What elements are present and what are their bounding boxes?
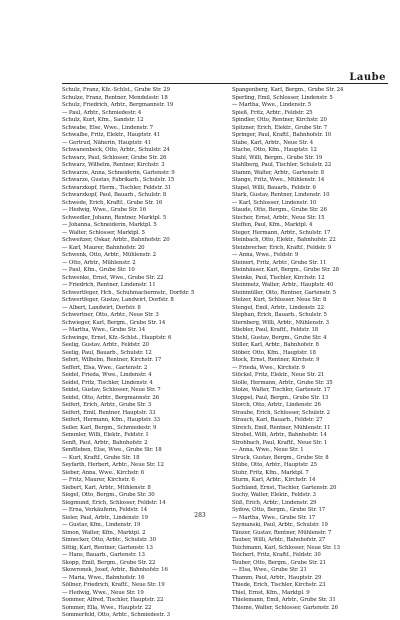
directory-entry: Stöckel, Fritz, Elektr., Neue Str. 21 [232, 372, 325, 378]
directory-entry: Senft, Paul, Arbtr., Bahnhofstr. 2 [62, 439, 148, 446]
directory-entry: Stock, Ernst, Rentner, Kirchstr. 9 [232, 357, 320, 363]
left-column [62, 87, 218, 620]
directory-entry: Sommer, Alfred, Tischler, Hauptstr. 22 [62, 597, 164, 603]
directory-entry: Spangenberg, Karl, Bergm., Grube Str. 24 [232, 87, 344, 93]
directory-entry: Stiller, Karl, Arbtr., Bahnhofstr. 8 [232, 342, 319, 348]
directory-entry: Steffen, Paul, Kfm., Marktpl. 4 [232, 222, 313, 228]
directory-entry: Stange, Fritz, Wwe., Mühlenstr. 14 [232, 177, 325, 183]
directory-entry: Stahlberg, Paul, Tischler, Schulstr. 22 [232, 162, 332, 168]
directory-entry: Seifert, Erich, Arbtr., Grube Str. 3 [62, 402, 152, 408]
directory-entry: Staude, Otto, Bergm., Grube Str. 26 [232, 207, 327, 213]
directory-entry: — Johanna, Schneiderin, Marktpl. 5 [62, 222, 157, 228]
directory-entry: Schwalbe, Fritz, Elektr., Hauptstr. 41 [62, 132, 161, 138]
directory-entry: Suchy, Walter, Elektr., Feldstr. 3 [232, 492, 316, 498]
directory-entry: Thiede, Erich, Tischler, Kirchstr. 23 [232, 582, 326, 588]
directory-entry: Schwertner, Otto, Arbtr., Neue Str. 3 [62, 312, 159, 318]
directory-entry: Schwertfeger, Gustav, Landwirt, Dorfstr. 8 [62, 297, 174, 303]
directory-entry: Steinert, Fritz, Arbtr., Grube Str. 11 [232, 259, 327, 266]
header-rule [62, 83, 388, 84]
directory-entry: Sturm, Karl, Arbtr., Kirchstr. 14 [232, 477, 316, 483]
directory-entry: Siebert, Karl, Arbtr., Mühlenstr. 8 [62, 484, 151, 491]
directory-entry: — Anna, Wwe., Neue Str. 1 [232, 447, 304, 453]
directory-entry: Schwenk, Otto, Arbtr., Mühlenstr. 2 [62, 252, 156, 258]
directory-entry: — Hedwig, Wwe., Grube Str. 16 [62, 207, 147, 213]
directory-entry: Spindler, Otto, Rentner, Kirchstr. 20 [232, 117, 327, 123]
directory-entry: Seidel, Frieda, Wwe., Lindenstr. 4 [62, 372, 152, 378]
directory-entry: Schwedler, Johann, Rentner, Marktpl. 5 [62, 214, 167, 221]
directory-entry: — Gertrud, Näherin, Hauptstr. 41 [62, 139, 152, 146]
directory-entry: Süß, Erich, Arbtr., Lindenstr. 29 [232, 499, 317, 506]
directory-entry: — Otto, Arbtr., Mühlenstr. 2 [62, 259, 136, 266]
directory-entry: Strobel, Willi, Arbtr., Bahnhofstr. 14 [232, 432, 327, 438]
directory-entry: Schwabe, Else, Wwe., Lindenstr. 7 [62, 124, 153, 131]
directory-entry: Sinnecker, Otto, Arbtr., Schulstr. 30 [62, 537, 156, 543]
directory-entry: Sternberg, Willi, Arbtr., Mühlenstr. 3 [232, 319, 329, 326]
directory-entry: Teichert, Fritz, Kraftf., Feldstr. 30 [232, 552, 321, 558]
directory-entry: Stabe, Karl, Arbtr., Neue Str. 4 [232, 139, 314, 146]
directory-entry: Schwarze, Gustav, Fabrikarb., Schulstr. 15 [62, 177, 175, 183]
directory-entry: — Gustav, Kfm., Lindenstr. 19 [62, 522, 141, 528]
directory-entry: Sommerfeld, Otto, Arbtr., Schmiedestr. 3 [62, 612, 170, 618]
directory-entry: Skopp, Emil, Bergm., Grube Str. 22 [62, 559, 156, 566]
directory-entry: Schwarze, Anna, Schneiderin, Gartenstr. 9 [62, 169, 175, 176]
directory-entry: — Walter, Schlosser, Marktpl. 5 [62, 229, 145, 236]
directory-entry: Siegmund, Erich, Schlosser, Feldstr. 14 [62, 499, 166, 506]
directory-entry: Stache, Otto, Kfm., Hauptstr. 12 [232, 147, 317, 153]
directory-entry: — Friedrich, Rentner, Lindenstr. 11 [62, 282, 156, 288]
directory-entry: Teichmann, Karl, Schlosser, Neue Str. 13 [232, 544, 340, 551]
directory-entry: — Hans, Bauarb., Gartenstr. 13 [62, 552, 145, 558]
directory-entry: Stengel, Emil, Arbtr., Lindenstr. 22 [232, 304, 324, 311]
directory-entry: Schulz, Friedrich, Arbtr., Bergmannstr. 19 [62, 102, 174, 108]
directory-entry: Sperling, Emil, Schlosser, Lindenstr. 5 [232, 94, 333, 101]
directory-entry: Seifert, Hermann, Kfm., Hauptstr. 33 [62, 417, 161, 423]
directory-entry: Stöber, Otto, Kfm., Hauptstr. 18 [232, 349, 316, 356]
directory-entry: Stahl, Willi, Bergm., Grube Str. 19 [232, 154, 323, 161]
directory-entry: Seidel, Fritz, Tischler, Lindenstr. 4 [62, 379, 153, 386]
directory-entry: Steinbach, Otto, Elektr., Bahnhofstr. 22 [232, 237, 336, 243]
directory-entry: — Karl, Schlosser, Lindenstr. 10 [232, 199, 317, 206]
directory-entry: Sittig, Karl, Rentner, Gartenstr. 13 [62, 544, 153, 551]
directory-entry: Sommer, Ella, Wwe., Hauptstr. 22 [62, 604, 152, 611]
directory-entry: Sieber, Anna, Wwe., Kirchstr. 6 [62, 469, 145, 476]
directory-entry: Seidel, Otto, Arbtr., Bergmannstr. 26 [62, 394, 159, 401]
directory-entry: Sieler, Paul, Arbtr., Lindenstr. 19 [62, 514, 148, 521]
directory-entry: Schwenke, Ernst, Wwe., Grube Str. 22 [62, 274, 164, 281]
directory-entry: — Erna, Verkäuferin, Feldstr. 14 [62, 507, 148, 513]
directory-entry: — Fritz, Maurer, Kirchstr. 6 [62, 477, 135, 483]
directory-entry: Thamm, Paul, Arbtr., Hauptstr. 29 [232, 574, 322, 581]
directory-entry: — Hedwig, Wwe., Neue Str. 19 [62, 589, 144, 596]
directory-entry: Stecher, Ernst, Arbtr., Neue Str. 15 [232, 214, 325, 221]
directory-entry: Stoppel, Paul, Bergm., Grube Str. 13 [232, 394, 329, 401]
directory-entry: Sefert, Wilhelm, Rentner, Kirchstr. 17 [62, 357, 162, 363]
directory-entry: Spieß, Fritz, Arbtr., Feldstr. 25 [232, 109, 313, 116]
directory-entry: Schwarz, Paul, Schlosser, Grube Str. 26 [62, 154, 167, 161]
directory-entry: Seelig, Gustav, Arbtr., Feldstr. 20 [62, 342, 149, 348]
directory-entry: Senftleben, Else, Wwe., Grube Str. 18 [62, 447, 162, 453]
directory-entry: — Paul, Kfm., Grube Str. 10 [62, 267, 135, 273]
directory-entry: Seyfarth, Herbert, Arbtr., Neue Str. 12 [62, 462, 164, 468]
directory-entry: Thieme, Walter, Schlosser, Gartenstr. 26 [232, 604, 338, 611]
directory-entry: — Martha, Wwe., Lindenstr. 5 [232, 102, 312, 108]
directory-entry: Schulze, Franz, Rentner, Mendelsstr. 18 [62, 94, 168, 101]
directory-entry: Schulz, Kurt, Kfm., Sandstr. 12 [62, 117, 144, 123]
directory-entry: Stapel, Willi, Bauarb., Feldstr. 6 [232, 184, 316, 191]
directory-entry: Suchland, Ernst, Tischler, Gartenstr. 20 [232, 484, 337, 491]
directory-entry: Tauber, Willi, Arbtr., Bahnhofstr. 27 [232, 537, 326, 543]
directory-entry: Seffert, Elsa, Wwe., Gartenstr. 2 [62, 364, 148, 371]
directory-entry: Skowronek, Josef, Arbtr., Bahnhofstr. 16 [62, 567, 168, 573]
directory-entry: — Maria, Wwe., Bahnhofstr. 16 [62, 574, 145, 581]
right-column [232, 87, 388, 612]
directory-entry: Schwarzkopf, Herm., Tischler, Feldstr. 31 [62, 184, 172, 191]
directory-entry: — Anna, Wwe., Feldstr. 9 [232, 252, 299, 258]
directory-entry: Szymanski, Paul, Arbtr., Schulstr. 19 [232, 522, 328, 528]
directory-entry: Tänzer, Gustav, Rentner, Mühlenstr. 7 [232, 529, 332, 536]
directory-entry: Steinmüller, Otto, Rentner, Gartenstr. 5 [232, 289, 336, 296]
directory-entry: Seifert, Emil, Rentner, Hauptstr. 33 [62, 409, 156, 416]
directory-entry: Schulz, Franz, Kfz.-Schlst., Grube Str. 29 [62, 87, 170, 93]
directory-entry: — Kurt, Kraftf., Grube Str. 18 [62, 454, 140, 461]
directory-entry: Spitzner, Erich, Elektr., Grube Str. 7 [232, 124, 328, 131]
directory-entry: Schwanenbeck, Otto, Arbtr., Schulstr. 24 [62, 147, 170, 153]
directory-entry: — Elsa, Wwe., Grube Str. 21 [232, 567, 307, 573]
directory-entry: Schwarzkopf, Paul, Bauarb., Schulstr. 8 [62, 192, 167, 198]
directory-entry: Seidel, Gustav, Schlosser, Neue Str. 7 [62, 387, 161, 393]
directory-entry: Stamm, Walter, Arbtr., Gartenstr. 8 [232, 169, 324, 176]
directory-entry: Strauch, Karl, Bauarb., Feldstr. 27 [232, 417, 323, 423]
directory-entry: Stolze, Walter, Tischler, Gartenstr. 17 [232, 387, 331, 393]
directory-entry: — Frieda, Wwe., Kirchstr. 9 [232, 364, 305, 371]
directory-entry: Straube, Erich, Schlosser, Schulstr. 2 [232, 409, 330, 416]
directory-entry: — Karl, Maurer, Bahnhofstr. 20 [62, 244, 145, 251]
directory-entry: Thielemann, Emil, Arbtr., Grube Str. 31 [232, 597, 336, 603]
directory-entry: Steinmetz, Walter, Arbtr., Hauptstr. 40 [232, 282, 334, 288]
directory-entry: — Martha, Wwe., Grube Str. 14 [62, 327, 146, 333]
directory-entry: — Martha, Wwe., Grube Str. 17 [232, 514, 316, 521]
directory-entry: Thiel, Ernst, Kfm., Marktpl. 9 [232, 589, 310, 596]
directory-entry: Stiebler, Paul, Kraftf., Feldstr. 18 [232, 327, 319, 333]
directory-entry: Stiehl, Gustav, Bergm., Grube Str. 4 [232, 334, 327, 341]
directory-entry: Springer, Paul, Kraftf., Bahnhofstr. 10 [232, 132, 332, 138]
directory-entry: Stübe, Otto, Arbtr., Hauptstr. 25 [232, 462, 317, 468]
directory-entry: Stark, Gustav, Rentner, Lindenstr. 10 [232, 192, 330, 198]
directory-entry: — Albert, Landwirt, Dorfstr. 8 [62, 304, 141, 311]
directory-entry: Stelzer, Kurt, Schlosser, Neue Str. 8 [232, 297, 327, 303]
directory-entry: Schwarz, Wilhelm, Rentner, Kirchstr. 3 [62, 162, 165, 168]
page-number: 283 [194, 512, 206, 519]
directory-entry: Seiler, Karl, Bergm., Schmiedestr. 9 [62, 424, 157, 431]
directory-entry: Stolle, Hermann, Arbtr., Grube Str. 35 [232, 379, 333, 386]
directory-entry: Storch, Otto, Arbtr., Lindenstr. 26 [232, 402, 321, 408]
directory-entry: Seelig, Paul, Bauarb., Schulstr. 12 [62, 349, 152, 356]
directory-entry: Struck, Gustav, Bergm., Grube Str. 8 [232, 454, 329, 461]
directory-entry: Simon, Walter, Kfm., Marktpl. 2 [62, 529, 146, 536]
directory-entry: Streich, Emil, Rentner, Mühlenstr. 11 [232, 424, 331, 431]
directory-entry: Steinhäuser, Karl, Bergm., Grube Str. 28 [232, 267, 340, 273]
directory-entry: Teuber, Otto, Bergm., Grube Str. 21 [232, 559, 327, 566]
directory-entry: Steinbrecher, Erich, Kraftf., Feldstr. 9 [232, 244, 332, 251]
directory-entry: Siegel, Otto, Bergm., Grube Str. 30 [62, 492, 155, 498]
directory-entry: Schwieger, Karl, Bergm., Grube Str. 14 [62, 319, 166, 326]
directory-entry: Schweitzer, Oskar, Arbtr., Bahnhofstr. 20 [62, 237, 170, 243]
directory-entry: Stephan, Erich, Bauarb., Schulstr. 5 [232, 312, 327, 318]
directory-entry: Schwertfeger, Hch., Schuhmachermstr., Dorfstr. 5 [62, 289, 195, 296]
directory-entry: Semmler, Willi, Elektr., Feldstr. 1 [62, 432, 149, 438]
directory-entry: Schwinge, Ernst, Kfz.-Schlst., Hauptstr. 6 [62, 334, 172, 341]
directory-entry: — Paul, Arbtr., Schmiedestr. 4 [62, 109, 142, 116]
directory-entry: Steinke, Paul, Tischler, Kirchstr. 12 [232, 274, 325, 281]
directory-entry: Strohbach, Paul, Kraftf., Neue Str. 1 [232, 439, 328, 446]
directory-entry: Söllner, Friedrich, Kraftf., Neue Str. 19 [62, 582, 165, 588]
directory-entry: Steger, Hermann, Arbtr., Schulstr. 17 [232, 229, 331, 236]
directory-entry: Schwede, Erich, Kraftf., Grube Str. 16 [62, 199, 163, 206]
directory-entry: Stuhr, Fritz, Kfm., Marktpl. 7 [232, 469, 309, 476]
directory-entry: Sydow, Otto, Bergm., Grube Str. 17 [232, 507, 326, 513]
page-header-word: Laube [349, 72, 386, 83]
